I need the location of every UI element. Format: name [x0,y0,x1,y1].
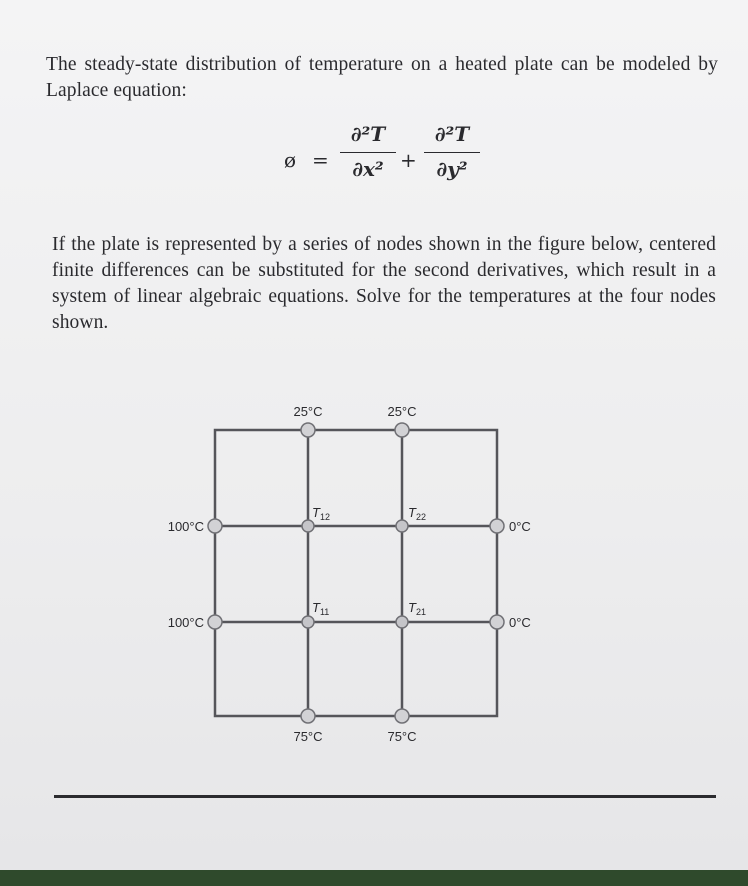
node-label-t12-sub: 12 [319,512,330,522]
plate-border [215,430,497,716]
node-label-t22-sub: 22 [415,512,426,522]
top-label-right: 25°C [387,404,417,419]
fraction-x-numerator: ∂²T [350,122,386,146]
bottom-label-left: 75°C [293,729,323,744]
node-t21 [396,616,408,628]
boundary-node [490,519,504,533]
boundary-node [395,709,409,723]
intro-text: The steady-state distribution of temperature on a heated plate can be modeled by Laplace equation: [46,54,718,101]
node-label-t22 [408,505,426,522]
boundary-node [490,615,504,629]
node-label-t12 [312,505,330,522]
node-label-t11-base: T [312,600,320,615]
node-t22 [396,520,408,532]
fraction-x-denominator: ∂x² [352,157,384,181]
boundary-nodes [208,423,504,723]
node-label-t21-base: T [408,600,416,615]
boundary-node [301,423,315,437]
fraction-y-numerator: ∂²T [434,122,470,146]
node-label-t21-sub: 21 [415,607,426,617]
equation-lhs: ø [284,148,297,172]
boundary-node [208,519,222,533]
node-label-t21 [408,600,426,617]
boundary-labels [168,404,531,744]
plate-grid [215,430,497,716]
node-label-t11 [312,600,329,617]
equation-equals: = [312,148,329,172]
question-text: If the plate is represented by a series of nodes shown in the figure below, centered finite differences can be substituted for the second derivatives, which result in a system of linear algebraic equations. Solve for the temperatures at the four nodes shown. [52,234,716,333]
node-t12 [302,520,314,532]
right-label-bottom: 0°C [509,615,531,630]
node-t11 [302,616,314,628]
boundary-node [301,709,315,723]
right-label-top: 0°C [509,519,531,534]
bottom-label-right: 75°C [387,729,417,744]
boundary-node [208,615,222,629]
background-strip [0,870,748,886]
boundary-node [395,423,409,437]
left-label-bottom: 100°C [167,615,204,630]
node-labels [312,505,426,617]
left-label-top: 100°C [167,519,204,534]
equation-plus: + [400,148,417,172]
node-label-t12-base: T [312,505,320,520]
node-label-t11-sub: 11 [319,607,330,617]
bottom-rule [54,795,716,798]
node-label-t22-base: T [408,505,416,520]
top-label-left: 25°C [293,404,323,419]
fraction-y-denominator: ∂y² [436,157,468,181]
